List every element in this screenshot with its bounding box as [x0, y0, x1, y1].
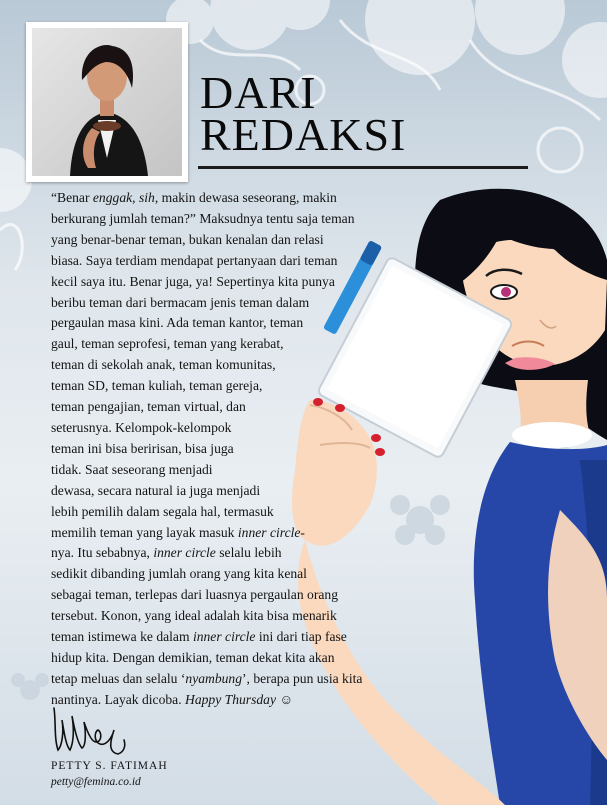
- article-text: lebih pemilih dalam segala hal, termasuk: [51, 503, 274, 519]
- article-line: [51, 481, 451, 502]
- handwritten-signature: [48, 702, 130, 760]
- article-text: ’, berapa pun usia kita: [242, 670, 363, 686]
- article-line: [51, 230, 451, 251]
- article-text: teman SD, teman kuliah, teman gereja,: [51, 378, 263, 394]
- article-line: [51, 648, 451, 669]
- article-italic-text: inner circle: [153, 545, 216, 561]
- article-text: teman ini bisa beririsan, bisa juga: [51, 440, 234, 456]
- article-text: yang benar-benar teman, bukan kenalan dan relasi: [51, 231, 324, 247]
- title-line-1: DARI: [200, 67, 317, 118]
- editor-photo: [26, 22, 188, 182]
- article-italic-text: inner circle-: [237, 524, 305, 540]
- article-text: gaul, teman seprofesi, teman yang kerabat,: [51, 336, 284, 352]
- article-line: [51, 355, 451, 376]
- article-text: teman istimewa ke dalam: [51, 629, 193, 645]
- article-text: dewasa, secara natural ia juga menjadi: [51, 482, 261, 498]
- article-text: tetap meluas dan selalu ‘: [51, 670, 186, 686]
- article-text: selalu lebih: [215, 545, 282, 561]
- article-line: [51, 376, 451, 397]
- article-text: , makin dewasa seseorang, makin: [154, 190, 337, 205]
- article-text: ini dari tiap fase: [255, 629, 347, 645]
- article-italic-text: enggak: [92, 190, 133, 205]
- article-text: “Benar: [51, 190, 93, 205]
- article-line: [51, 606, 451, 627]
- editor-portrait-image: [32, 28, 182, 176]
- article-line: [51, 543, 451, 564]
- article-text: teman pengajian, teman virtual, dan: [51, 399, 246, 415]
- article-text: nya. Itu sebabnya,: [51, 545, 154, 561]
- article-italic-text: nyambung: [185, 670, 243, 686]
- article-text: ☺: [276, 691, 294, 707]
- author-email-link[interactable]: petty@femina.co.id: [51, 776, 141, 788]
- article-italic-text: inner circle: [192, 629, 256, 645]
- article-text: teman di sekolah anak, teman komunitas,: [51, 357, 276, 373]
- article-line: [51, 418, 451, 439]
- article-line: [51, 669, 451, 690]
- article-line: [51, 502, 451, 523]
- page-title: [200, 67, 407, 160]
- article-line: [51, 564, 451, 585]
- article-line: [51, 293, 451, 314]
- article-text: biasa. Saya terdiam mendapat pertanyaan dari teman: [51, 252, 338, 268]
- article-line: [51, 627, 451, 648]
- article-line: [51, 585, 451, 606]
- author-name: PETTY S. FATIMAH: [51, 760, 168, 772]
- article-line: [51, 272, 451, 293]
- article-italic-text: Happy Thursday: [185, 691, 277, 707]
- article-line: [51, 523, 451, 544]
- article-text: nantinya. Layak dicoba.: [51, 691, 185, 707]
- article-text: memilih teman yang layak masuk: [51, 524, 238, 540]
- article-line: [51, 397, 451, 418]
- article-text: ,: [132, 190, 139, 205]
- article-line: [51, 439, 451, 460]
- article-italic-text: sih: [138, 190, 155, 205]
- article-text: pergaulan masa kini. Ada teman kantor, teman: [51, 315, 304, 331]
- article-text: tersebut. Konon, yang ideal adalah kita bisa menarik: [51, 608, 337, 624]
- title-underline-divider: [198, 166, 528, 169]
- article-text: beribu teman dari bermacam jenis teman dalam: [51, 294, 310, 310]
- article-text: sedikit dibanding jumlah orang yang kita kenal: [51, 566, 307, 582]
- article-line: [51, 313, 451, 334]
- article-text: seterusnya. Kelompok-kelompok: [51, 419, 232, 435]
- article-text: tidak. Saat seseorang menjadi: [51, 461, 213, 477]
- title-line-2: REDAKSI: [200, 109, 407, 160]
- article-line: [51, 209, 451, 230]
- article-text: hidup kita. Dengan demikian, teman dekat kita akan: [51, 649, 335, 665]
- article-text: kecil saya itu. Benar juga, ya! Sepertinya kita punya: [51, 273, 335, 289]
- article-line: [51, 251, 451, 272]
- article-line: [51, 460, 451, 481]
- article-line: [51, 188, 451, 209]
- editorial-article-body: [51, 188, 451, 711]
- article-text: sebagai teman, terlepas dari luasnya pergaulan orang: [51, 587, 338, 603]
- article-text: berkurang jumlah teman?” Maksudnya tentu saja teman: [51, 210, 355, 226]
- article-line: [51, 334, 451, 355]
